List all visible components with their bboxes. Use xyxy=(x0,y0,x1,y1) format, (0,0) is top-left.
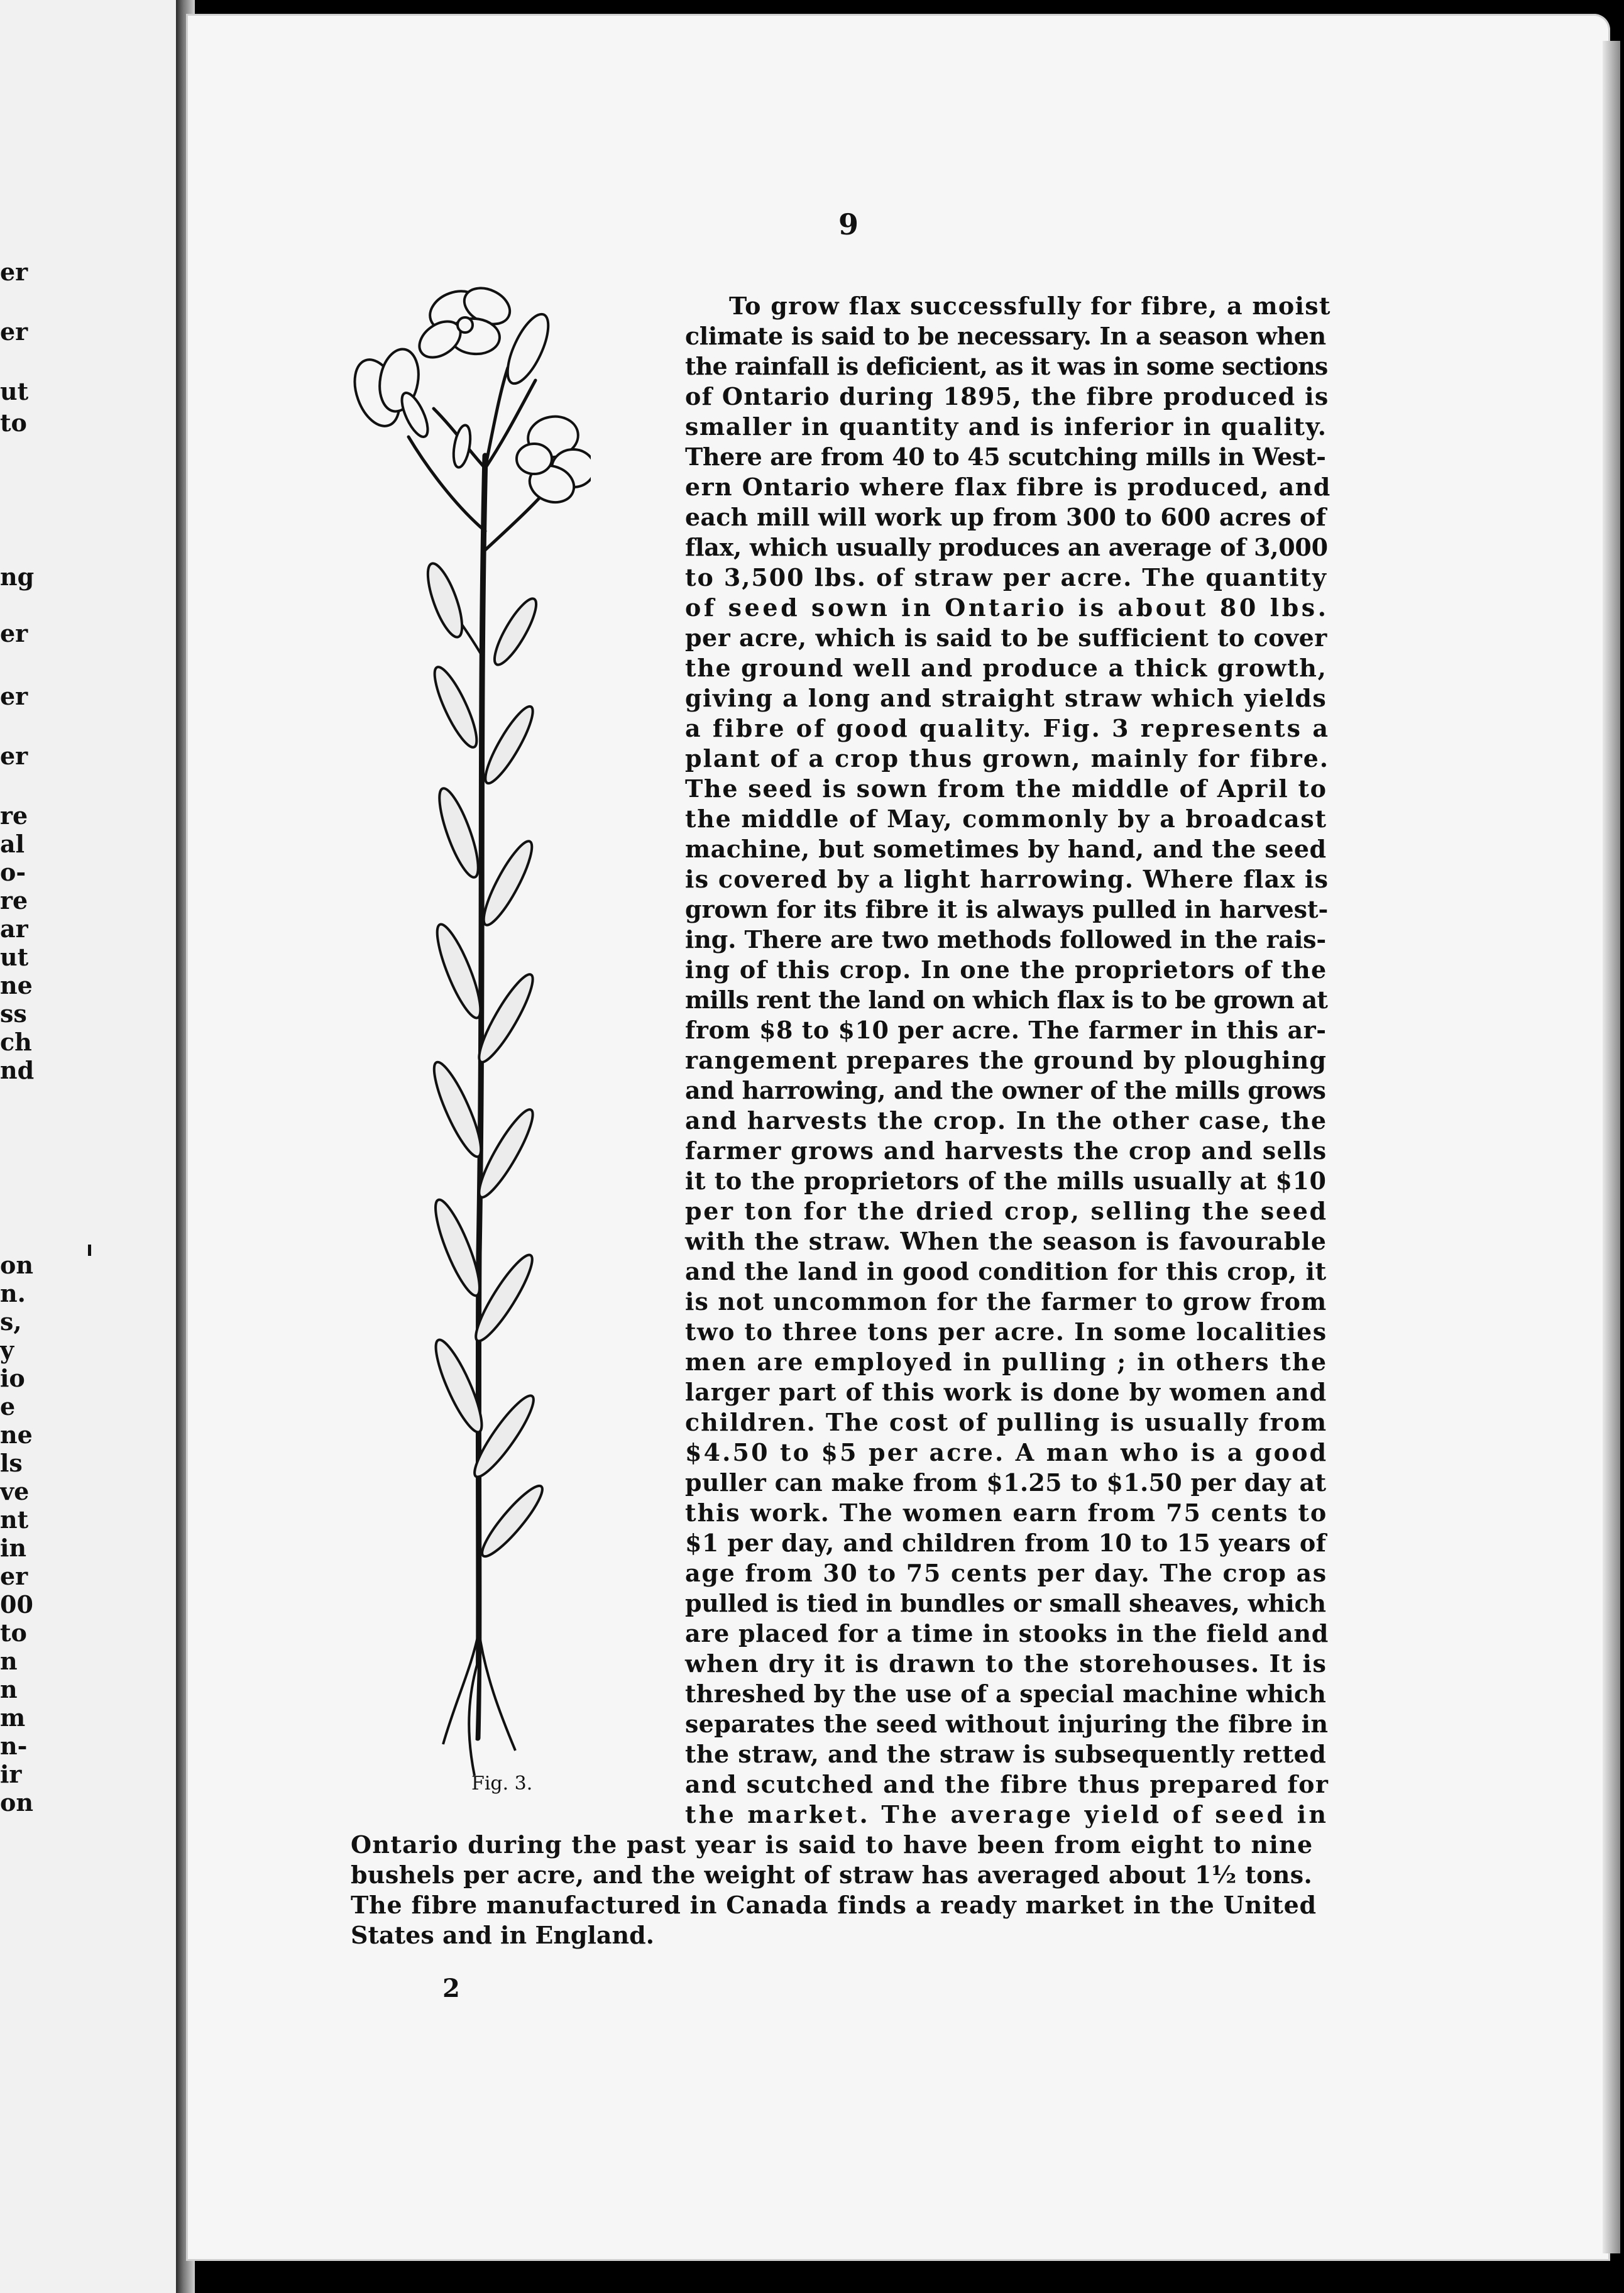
left-page-fragment: n- xyxy=(0,1732,28,1760)
left-page-fragment: er xyxy=(0,619,28,647)
text-line: threshed by the use of a special machine which xyxy=(685,1680,1327,1708)
left-page-fragment: nt xyxy=(0,1505,29,1534)
flax-plant-illustration xyxy=(339,280,591,1779)
text-line: $4.50 to $5 per acre. A man who is a good xyxy=(685,1438,1329,1466)
text-line: it to the proprietors of the mills usually at $10 xyxy=(685,1167,1327,1195)
text-line: plant of a crop thus grown, mainly for fibre. xyxy=(685,744,1329,773)
text-line: flax, which usually produces an average of 3,000 xyxy=(685,533,1328,561)
left-page-fragment: er xyxy=(0,317,28,346)
text-line: a fibre of good quality. Fig. 3 represents a xyxy=(685,714,1330,742)
left-page-fragment: al xyxy=(0,830,25,858)
left-page-fragment: ut xyxy=(0,943,29,971)
left-page-fragment: s, xyxy=(0,1307,22,1336)
text-line: ern Ontario where flax fibre is produced, and xyxy=(685,473,1331,501)
left-page-fragment: er xyxy=(0,742,28,770)
text-line: the rainfall is deficient, as it was in some sections xyxy=(685,352,1328,380)
left-page-fragment: on xyxy=(0,1251,33,1279)
text-line: separates the seed without injuring the fibre in xyxy=(685,1710,1329,1738)
text-line: to 3,500 lbs. of straw per acre. The quantity xyxy=(685,563,1327,591)
left-page-fragment: ar xyxy=(0,915,28,943)
left-page-fragment: ne xyxy=(0,971,33,999)
left-page-fragment: nd xyxy=(0,1056,35,1084)
signature-mark: 2 xyxy=(442,1974,460,2003)
text-line: of seed sown in Ontario is about 80 lbs. xyxy=(685,593,1329,622)
left-page-fragment: ch xyxy=(0,1028,32,1056)
text-line: smaller in quantity and is inferior in quality. xyxy=(685,412,1327,441)
left-page-fragment: ve xyxy=(0,1477,30,1505)
text-line: men are employed in pulling ; in others the xyxy=(685,1348,1328,1376)
text-line: ing. There are two methods followed in the rais- xyxy=(685,925,1327,954)
left-page-fragment: re xyxy=(0,801,28,830)
left-page-fragment: to xyxy=(0,1619,27,1647)
left-page-fragment: ng xyxy=(0,563,35,591)
text-line: giving a long and straight straw which yields xyxy=(685,684,1327,712)
left-page-fragment: ut xyxy=(0,377,29,405)
left-page-fragment: ir xyxy=(0,1760,22,1788)
text-line: machine, but sometimes by hand, and the seed xyxy=(685,835,1327,863)
text-line: is covered by a light harrowing. Where flax is xyxy=(685,865,1329,893)
text-line: the market. The average yield of seed in xyxy=(685,1800,1329,1828)
left-page-fragment: er xyxy=(0,1562,28,1590)
text-line: ing of this crop. In one the proprietors of the xyxy=(685,955,1327,984)
figure-caption: Fig. 3. xyxy=(471,1773,533,1795)
text-line: pulled is tied in bundles or small sheaves, which xyxy=(685,1589,1326,1617)
text-line: with the straw. When the season is favourable xyxy=(685,1227,1327,1255)
left-page-fragment: o- xyxy=(0,858,26,886)
left-page-fragment: n xyxy=(0,1675,18,1703)
left-page-fragment: e xyxy=(0,1392,16,1421)
left-page-fragment: er xyxy=(0,682,28,710)
text-line: climate is said to be necessary. In a season when xyxy=(685,322,1326,350)
text-line: per acre, which is said to be sufficient to cover xyxy=(685,624,1327,652)
text-line: and harrowing, and the owner of the mills grows xyxy=(685,1076,1326,1104)
text-line: the straw, and the straw is subsequently retted xyxy=(685,1740,1327,1768)
text-line: bushels per acre, and the weight of straw has averaged about 1½ tons. xyxy=(351,1861,1313,1889)
text-line: The seed is sown from the middle of April to xyxy=(685,774,1327,803)
text-line: per ton for the dried crop, selling the seed xyxy=(685,1197,1328,1225)
text-line: Ontario during the past year is said to have been from eight to nine xyxy=(351,1830,1314,1859)
left-page-fragment: 00 xyxy=(0,1590,33,1619)
text-line: grown for its fibre it is always pulled in harvest- xyxy=(685,895,1329,923)
left-page-edge xyxy=(0,0,180,2293)
left-page-fragment: ls xyxy=(0,1449,23,1477)
text-line: There are from 40 to 45 scutching mills in West- xyxy=(685,443,1326,471)
left-page-fragment: io xyxy=(0,1364,25,1392)
text-line: children. The cost of pulling is usually from xyxy=(685,1408,1328,1436)
text-line: and harvests the crop. In the other case, the xyxy=(685,1106,1327,1135)
text-line: and the land in good condition for this crop, it xyxy=(685,1257,1327,1285)
text-line: puller can make from $1.25 to $1.50 per day at xyxy=(685,1468,1327,1497)
text-line: each mill will work up from 300 to 600 acres of xyxy=(685,503,1327,531)
text-line: rangement prepares the ground by ploughing xyxy=(685,1046,1327,1074)
ink-speck xyxy=(88,1245,91,1256)
text-line: are placed for a time in stooks in the field and xyxy=(685,1619,1329,1647)
text-line: when dry it is drawn to the storehouses. It is xyxy=(685,1649,1327,1678)
text-line: of Ontario during 1895, the fibre produced is xyxy=(685,382,1329,410)
text-line: two to three tons per acre. In some localities xyxy=(685,1317,1327,1346)
text-line: age from 30 to 75 cents per day. The crop as xyxy=(685,1559,1327,1587)
left-page-fragment: y xyxy=(0,1336,14,1364)
left-page-fragment: in xyxy=(0,1534,27,1562)
left-page-fragment: er xyxy=(0,258,28,286)
left-page-fragment: n. xyxy=(0,1279,26,1307)
text-line: States and in England. xyxy=(351,1921,654,1949)
text-line: farmer grows and harvests the crop and sells xyxy=(685,1136,1327,1165)
text-line: $1 per day, and children from 10 to 15 years of xyxy=(685,1529,1327,1557)
left-page-fragment: ss xyxy=(0,999,27,1028)
page-number: 9 xyxy=(838,207,859,241)
left-page-fragment: re xyxy=(0,886,28,915)
text-line: mills rent the land on which flax is to be grown at xyxy=(685,986,1328,1014)
left-page-fragment: n xyxy=(0,1647,18,1675)
text-line: the ground well and produce a thick growth, xyxy=(685,654,1327,682)
text-line: The fibre manufactured in Canada finds a ready market in the United xyxy=(351,1891,1317,1919)
text-line: is not uncommon for the farmer to grow from xyxy=(685,1287,1327,1316)
left-page-fragment: ne xyxy=(0,1421,33,1449)
text-line: the middle of May, commonly by a broadcast xyxy=(685,805,1327,833)
text-line: this work. The women earn from 75 cents to xyxy=(685,1498,1328,1527)
left-page-fragment: on xyxy=(0,1788,33,1817)
left-page-fragment: to xyxy=(0,409,27,437)
text-line: larger part of this work is done by women and xyxy=(685,1378,1327,1406)
page-edge-shadow xyxy=(1603,41,1620,2253)
left-page-fragment: m xyxy=(0,1703,26,1732)
text-line: To grow flax successfully for fibre, a moist xyxy=(729,292,1331,320)
text-line: from $8 to $10 per acre. The farmer in this ar- xyxy=(685,1016,1327,1044)
text-line: and scutched and the fibre thus prepared for xyxy=(685,1770,1329,1798)
